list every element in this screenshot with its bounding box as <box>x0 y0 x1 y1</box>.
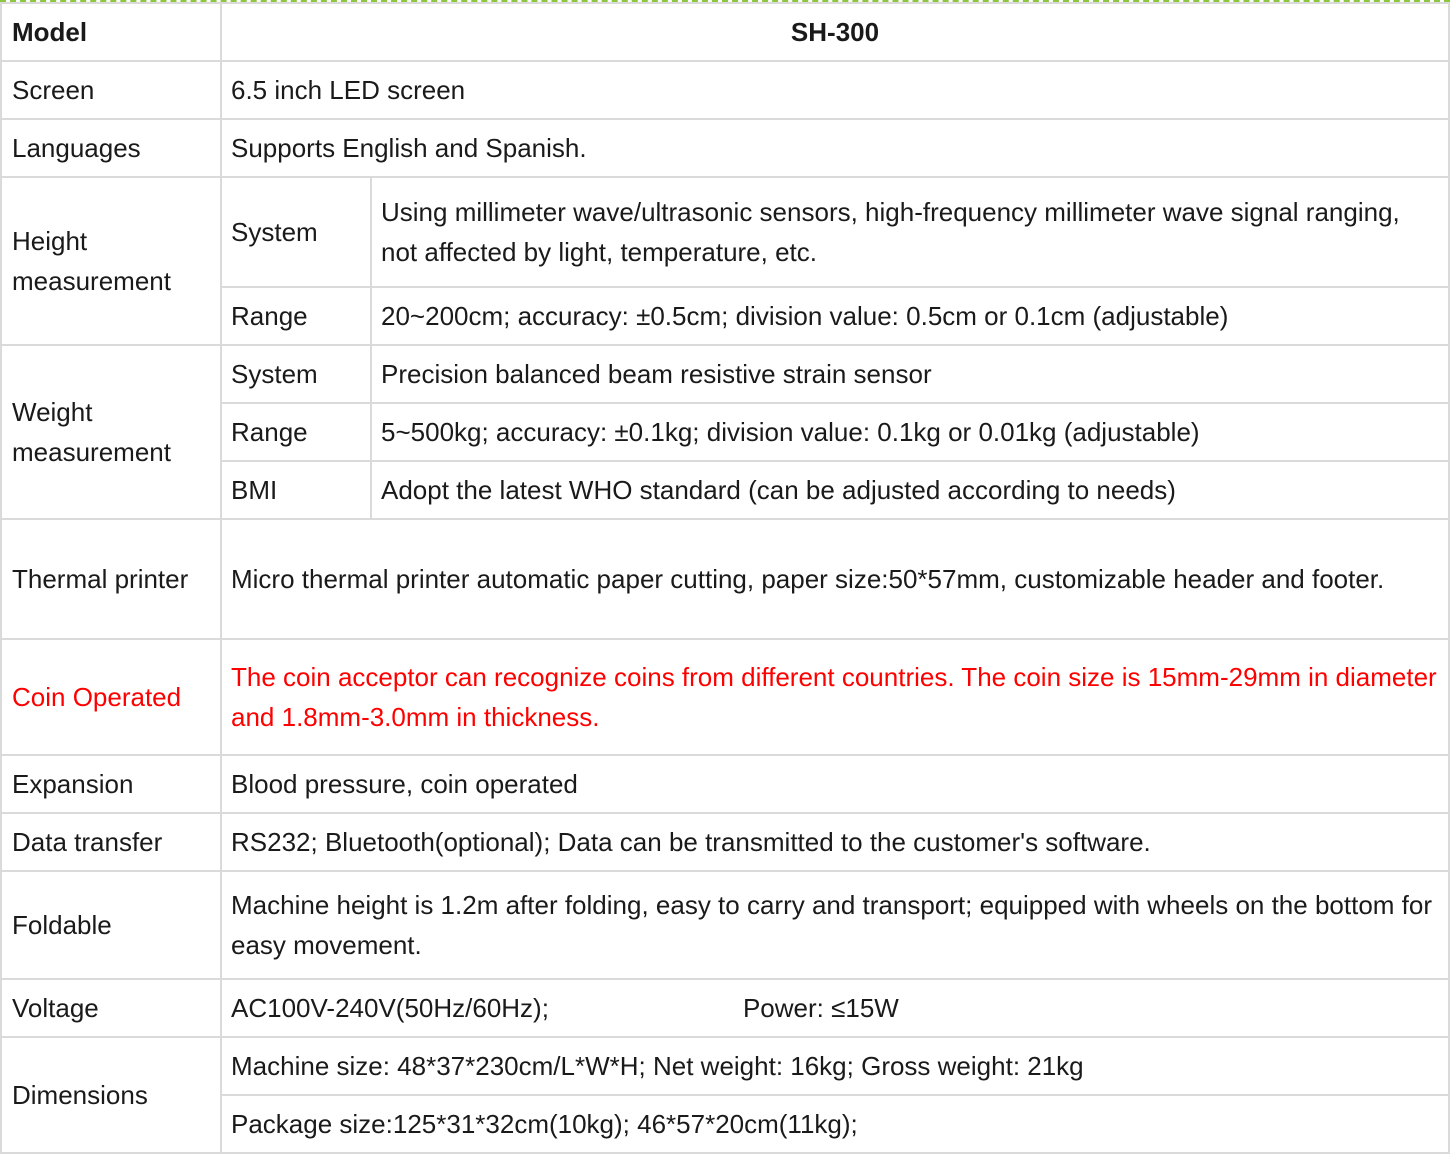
coin-operated-label: Coin Operated <box>1 639 221 755</box>
table-row <box>1 1037 1449 1095</box>
spec-table <box>0 2 1450 1154</box>
power-value: Power: ≤15W <box>742 993 899 1023</box>
table-row <box>1 519 1449 639</box>
weight-range-value: 5~500kg; accuracy: ±0.1kg; division value: 0.1kg or 0.01kg (adjustable) <box>371 403 1449 461</box>
dimensions-label: Dimensions <box>1 1037 221 1153</box>
height-system-value: Using millimeter wave/ultrasonic sensors, high-frequency millimeter wave signal ranging, not affected by light, temperature, etc. <box>371 177 1449 287</box>
voltage-value <box>221 979 1449 1037</box>
thermal-printer-label: Thermal printer <box>1 519 221 639</box>
table-row <box>1 345 1449 403</box>
height-range-label: Range <box>221 287 371 345</box>
package-size-value: Package size:125*31*32cm(10kg); 46*57*20cm(11kg); <box>221 1095 1449 1153</box>
table-row <box>1 639 1449 755</box>
table-row <box>1 871 1449 979</box>
languages-label: Languages <box>1 119 221 177</box>
weight-system-label: System <box>221 345 371 403</box>
table-row <box>1 755 1449 813</box>
table-row <box>1 119 1449 177</box>
height-measurement-label: Height measurement <box>1 177 221 345</box>
voltage-main-value: AC100V-240V(50Hz/60Hz); <box>231 993 549 1023</box>
height-system-label: System <box>221 177 371 287</box>
model-value: SH-300 <box>221 3 1449 61</box>
weight-range-label: Range <box>221 403 371 461</box>
voltage-label: Voltage <box>1 979 221 1037</box>
data-transfer-label: Data transfer <box>1 813 221 871</box>
languages-value: Supports English and Spanish. <box>221 119 1449 177</box>
weight-measurement-label: Weight measurement <box>1 345 221 519</box>
table-row <box>1 813 1449 871</box>
table-row <box>1 979 1449 1037</box>
data-transfer-value: RS232; Bluetooth(optional); Data can be transmitted to the customer's software. <box>221 813 1449 871</box>
bmi-label: BMI <box>221 461 371 519</box>
table-row <box>1 3 1449 61</box>
screen-label: Screen <box>1 61 221 119</box>
expansion-label: Expansion <box>1 755 221 813</box>
screen-value: 6.5 inch LED screen <box>221 61 1449 119</box>
foldable-value: Machine height is 1.2m after folding, easy to carry and transport; equipped with wheels on the bottom for easy movement. <box>221 871 1449 979</box>
bmi-value: Adopt the latest WHO standard (can be adjusted according to needs) <box>371 461 1449 519</box>
table-row <box>1 61 1449 119</box>
coin-operated-value: The coin acceptor can recognize coins from different countries. The coin size is 15mm-29mm in diameter and 1.8mm-3.0mm in thickness. <box>221 639 1449 755</box>
machine-size-value: Machine size: 48*37*230cm/L*W*H; Net weight: 16kg; Gross weight: 21kg <box>221 1037 1449 1095</box>
weight-system-value: Precision balanced beam resistive strain sensor <box>371 345 1449 403</box>
height-range-value: 20~200cm; accuracy: ±0.5cm; division value: 0.5cm or 0.1cm (adjustable) <box>371 287 1449 345</box>
model-label: Model <box>1 3 221 61</box>
expansion-value: Blood pressure, coin operated <box>221 755 1449 813</box>
foldable-label: Foldable <box>1 871 221 979</box>
table-row <box>1 177 1449 287</box>
thermal-printer-value: Micro thermal printer automatic paper cutting, paper size:50*57mm, customizable header and footer. <box>221 519 1449 639</box>
